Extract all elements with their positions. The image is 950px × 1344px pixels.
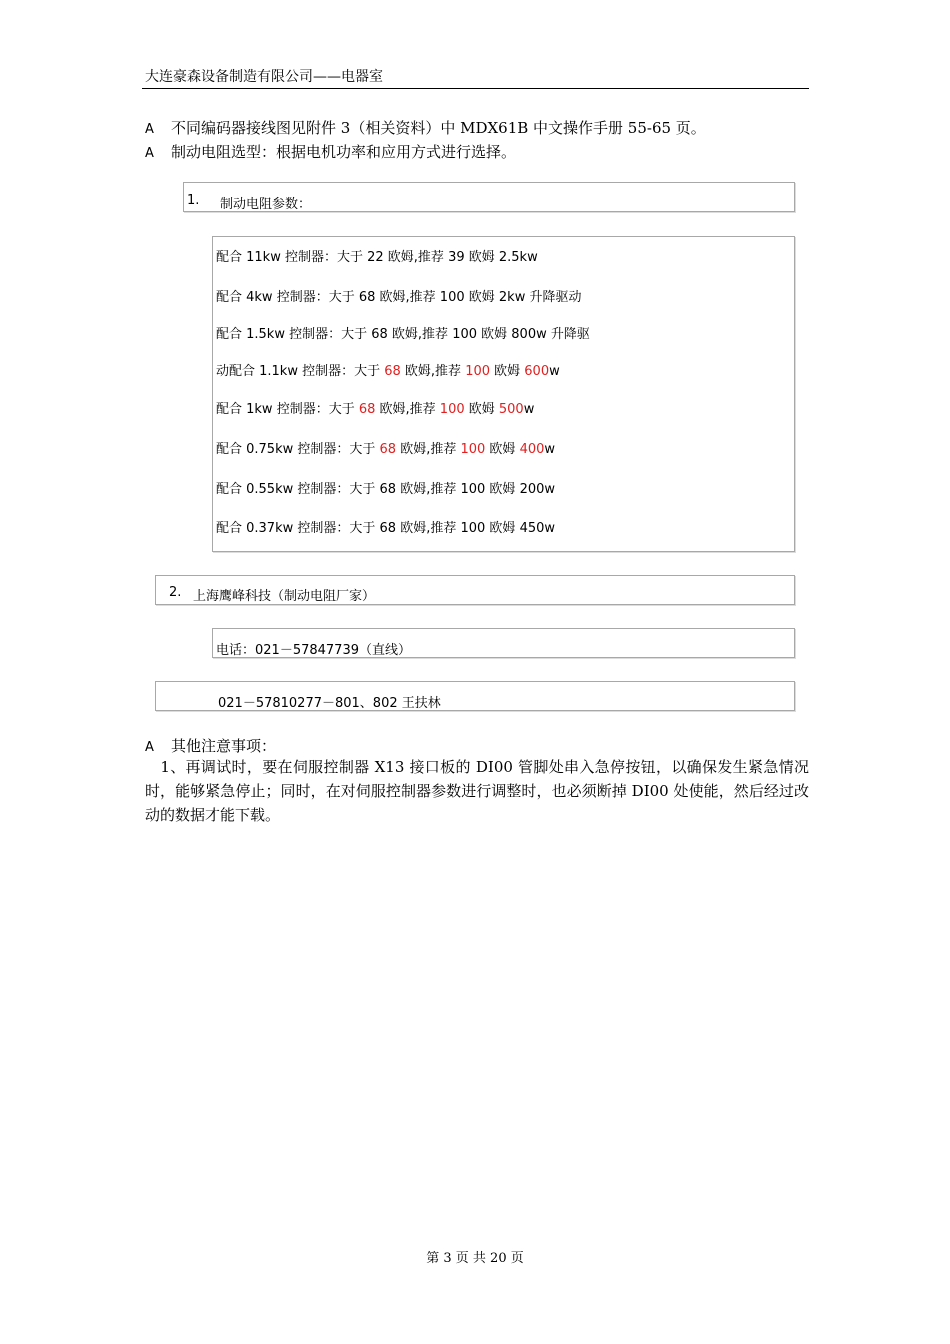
param-segment: 配合 4kw 控制器：大于	[216, 290, 359, 305]
param-segment: 配合 0.55kw 控制器：大于	[216, 482, 380, 497]
param-segment: 欧姆,推荐	[396, 521, 461, 536]
param-segment: 配合 0.37kw 控制器：大于	[216, 521, 380, 536]
param-segment: 配合 1kw 控制器：大于	[216, 402, 359, 417]
param-segment: 欧姆	[464, 250, 499, 265]
param-segment: 500	[498, 402, 524, 417]
resistor-param-row	[216, 398, 534, 417]
page-footer: 第 3 页 共 20 页	[426, 1251, 524, 1266]
resistor-param-row	[216, 438, 555, 457]
notes-title: 其他注意事项：	[171, 737, 277, 755]
param-segment: 68	[384, 364, 401, 379]
param-segment: w 升降驱动	[514, 290, 582, 305]
param-segment: 动配合 1.1kw 控制器：大于	[216, 364, 385, 379]
resistor-param-row	[216, 286, 581, 305]
resistor-param-row	[216, 517, 555, 536]
param-segment: w	[544, 521, 556, 536]
param-segment: 欧姆	[485, 521, 520, 536]
param-segment: 100	[460, 521, 486, 536]
param-segment: w	[523, 402, 535, 417]
param-segment: 100	[439, 402, 465, 417]
section-1-number: 1.	[187, 193, 200, 208]
resistor-param-row	[216, 478, 555, 497]
param-segment: 欧姆	[485, 442, 520, 457]
section-1-title: 制动电阻参数：	[220, 197, 312, 212]
section-2-number: 2.	[169, 585, 182, 600]
param-segment: w	[544, 442, 556, 457]
contact-phone-box	[212, 628, 795, 658]
param-segment: w	[527, 250, 538, 265]
param-segment: 欧姆	[464, 290, 499, 305]
param-segment: 68	[379, 482, 397, 497]
param-segment: 欧姆,推荐	[396, 442, 461, 457]
param-segment: 欧姆	[490, 364, 525, 379]
param-segment: 68	[358, 402, 376, 417]
contact-phone-2: 021－57810277－801、802 王扶林	[218, 696, 441, 711]
notes-paragraph: 1、再调试时，要在伺服控制器 X13 接口板的 DI00 管脚处串入急停按钮，以确保发生紧急情况时，能够紧急停止；同时，在对伺服控制器参数进行调整时，也必须断掉 DI00 处使能，然后经过改动的数据才能下载。	[145, 758, 809, 824]
param-segment: 2.5k	[498, 250, 528, 265]
param-segment: 68	[379, 521, 397, 536]
param-segment: 欧姆	[464, 402, 499, 417]
param-segment: 100	[460, 442, 486, 457]
param-segment: 配合 0.75kw 控制器：大于	[216, 442, 380, 457]
param-segment: w	[549, 364, 560, 379]
intro-text-1: 不同编码器接线图见附件 3（相关资料）中 MDX61B 中文操作手册 55-65 页。	[171, 119, 706, 137]
param-segment: 100	[452, 327, 478, 342]
intro-line-1	[145, 117, 706, 138]
param-segment: 100	[460, 482, 486, 497]
bullet-marker: A	[145, 146, 154, 161]
param-segment: 450	[519, 521, 545, 536]
param-segment: 68	[358, 290, 376, 305]
param-segment: 欧姆,推荐	[383, 250, 449, 265]
param-segment: 68	[371, 327, 388, 342]
param-segment: 欧姆,推荐	[387, 327, 453, 342]
param-segment: 配合 11kw 控制器：大于	[216, 250, 368, 265]
param-segment: 100	[439, 290, 465, 305]
param-segment: 400	[519, 442, 545, 457]
resistor-params-box	[212, 236, 795, 552]
param-segment: 欧姆,推荐	[400, 364, 466, 379]
resistor-param-row	[216, 323, 590, 342]
bullet-marker: A	[145, 740, 154, 755]
param-segment: 配合 1.5kw 控制器：大于	[216, 327, 372, 342]
param-segment: 39	[448, 250, 465, 265]
notes-heading	[145, 735, 276, 756]
param-segment: 欧姆,推荐	[375, 290, 440, 305]
param-segment: 欧姆,推荐	[396, 482, 461, 497]
intro-line-2	[145, 141, 516, 162]
header-divider	[142, 88, 809, 89]
bullet-marker: A	[145, 122, 154, 137]
section-1-box	[183, 182, 795, 212]
param-segment: 欧姆	[485, 482, 520, 497]
param-segment: 800	[511, 327, 537, 342]
resistor-param-row	[216, 246, 538, 265]
param-segment: 22	[367, 250, 384, 265]
param-segment: 2k	[498, 290, 515, 305]
intro-text-2: 制动电阻选型：根据电机功率和应用方式进行选择。	[171, 143, 517, 161]
contact-phone-box-2	[155, 681, 795, 711]
section-2-box	[155, 575, 795, 605]
resistor-param-row	[216, 360, 560, 379]
param-segment: w 升降驱	[536, 327, 590, 342]
param-segment: 欧姆	[477, 327, 512, 342]
section-2-title: 上海鹰峰科技（制动电阻厂家）	[193, 589, 376, 604]
param-segment: 100	[465, 364, 491, 379]
param-segment: 欧姆,推荐	[375, 402, 440, 417]
param-segment: 200	[519, 482, 545, 497]
contact-phone-1: 电话：021－57847739（直线）	[216, 643, 411, 658]
header-title: 大连豪森设备制造有限公司——电器室	[145, 69, 383, 85]
param-segment: w	[544, 482, 556, 497]
param-segment: 600	[524, 364, 550, 379]
param-segment: 68	[379, 442, 397, 457]
